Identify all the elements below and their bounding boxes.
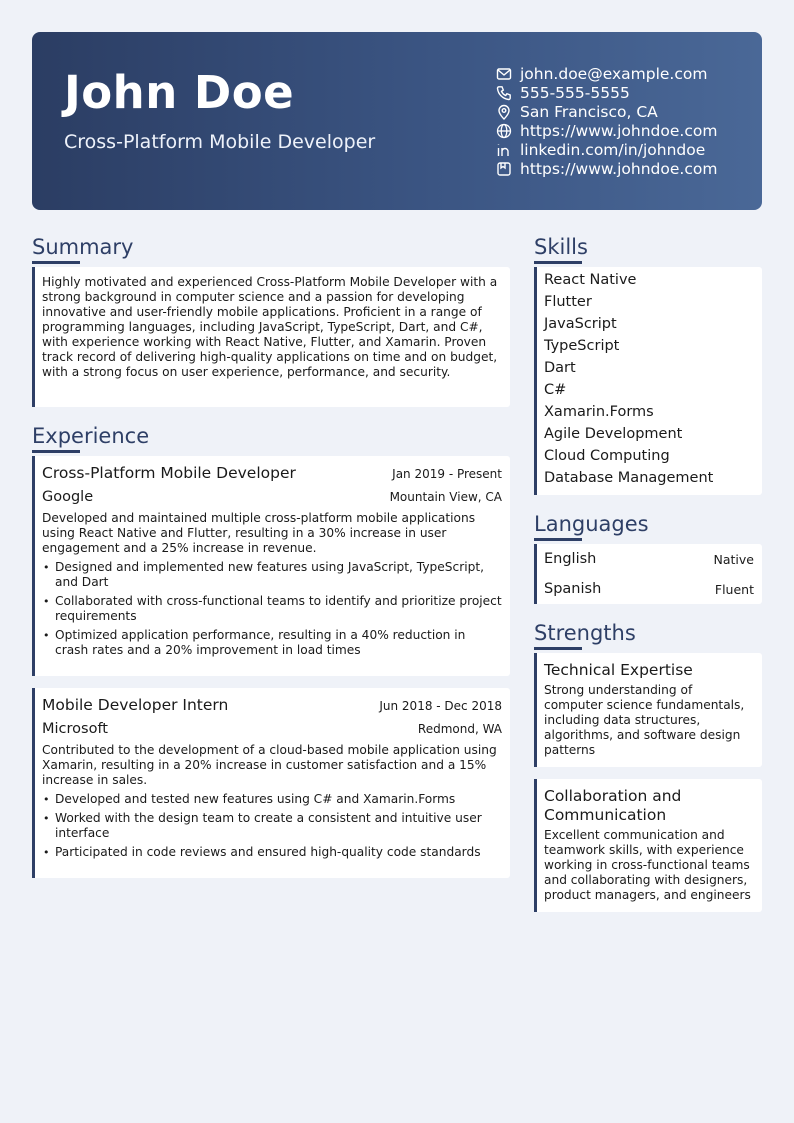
job-description: Developed and maintained multiple cross-platform mobile applications using React Native and Flutter, resulting in a 30% increase in user engagement and a 25% increase in revenue. — [42, 511, 476, 555]
heading-underline — [534, 261, 582, 264]
contact-email-text: john.doe@example.com — [520, 64, 708, 83]
contact-email[interactable] — [496, 64, 756, 83]
job-bullet: • Designed and implemented new features using JavaScript, TypeScript, and Dart — [42, 560, 502, 590]
job-title: Mobile Developer Intern — [42, 696, 229, 714]
languages-heading-text: Languages — [534, 512, 649, 536]
skills-heading-text: Skills — [534, 235, 588, 259]
contact-phone[interactable] — [496, 83, 756, 102]
job-company: Microsoft — [42, 721, 108, 737]
language-row — [537, 574, 762, 604]
strength-card — [534, 653, 762, 767]
strengths-heading-text: Strengths — [534, 621, 636, 645]
job-bullet: • Optimized application performance, resulting in a 40% reduction in crash rates and a 20% improvement in load times — [42, 628, 502, 658]
strength-description: Excellent communication and teamwork skills, with experience working in cross-functional teams and collaborating with designers, product managers, and engineers — [544, 828, 751, 902]
job-bullet: • Participated in code reviews and ensured high-quality code standards — [42, 845, 502, 860]
resume-header — [32, 32, 762, 210]
heading-underline — [32, 450, 80, 453]
candidate-name: John Doe — [64, 66, 295, 119]
candidate-title: Cross-Platform Mobile Developer — [64, 131, 376, 153]
heading-underline — [534, 538, 582, 541]
job-bullet: • Developed and tested new features using C# and Xamarin.Forms — [42, 792, 502, 807]
contact-portfolio-text: https://www.johndoe.com — [520, 159, 718, 178]
job-title: Cross-Platform Mobile Developer — [42, 464, 296, 482]
linkedin-icon — [496, 142, 512, 158]
job-bullet: • Collaborated with cross-functional teams to identify and prioritize project requirements — [42, 594, 502, 624]
language-row — [537, 544, 762, 574]
job-bullet: • Worked with the design team to create a consistent and intuitive user interface — [42, 811, 502, 841]
strength-description: Strong understanding of computer science fundamentals, including data structures, algorithms, and software design patterns — [544, 683, 745, 757]
heading-underline — [32, 261, 80, 264]
location-pin-icon — [496, 104, 512, 120]
skill-item: Cloud Computing — [544, 448, 670, 464]
contact-location-text: San Francisco, CA — [520, 102, 658, 121]
job-header — [42, 464, 502, 482]
contact-location — [496, 102, 756, 121]
summary-heading — [32, 234, 133, 260]
skill-item: Agile Development — [544, 426, 683, 442]
language-level: Native — [713, 551, 754, 567]
language-name: English — [544, 551, 597, 567]
experience-heading — [32, 423, 149, 449]
skill-item: C# — [544, 382, 567, 398]
globe-icon — [496, 123, 512, 139]
job-date: Jan 2019 - Present — [392, 467, 502, 481]
skills-heading — [534, 234, 588, 260]
phone-icon — [496, 85, 512, 101]
skill-item: Xamarin.Forms — [544, 404, 654, 420]
skill-item: React Native — [544, 272, 637, 288]
skill-item: Dart — [544, 360, 576, 376]
contact-portfolio[interactable] — [496, 159, 756, 178]
strengths-heading — [534, 620, 636, 646]
job-description: Contributed to the development of a cloud-based mobile application using Xamarin, resulting in a 20% increase in customer satisfaction and a 15% increase in sales. — [42, 743, 497, 787]
summary-text: Highly motivated and experienced Cross-Platform Mobile Developer with a strong background in computer science and a passion for developing innovative and user-friendly mobile applications. Proficient in a range of programming languages, including JavaScript, TypeScript, Dart, and C#, with experience working with React Native, Flutter, and Xamarin. Proven track record of delivering high-quality applications on time and on budget, with a strong focus on user experience, performance, and security. — [42, 275, 498, 379]
portfolio-icon — [496, 161, 512, 177]
job-subheader — [42, 721, 502, 737]
skill-item: Flutter — [544, 294, 592, 310]
language-level: Fluent — [714, 581, 754, 597]
strength-card — [534, 779, 762, 912]
strength-title: Technical Expertise — [544, 661, 693, 679]
contact-website[interactable] — [496, 121, 756, 140]
job-card — [32, 688, 510, 878]
heading-underline — [534, 647, 582, 650]
strength-title: Collaboration and Communication — [544, 787, 682, 824]
skill-item: Database Management — [544, 470, 714, 486]
experience-heading-text: Experience — [32, 424, 150, 448]
skills-card — [534, 267, 762, 495]
envelope-icon — [496, 66, 512, 82]
job-bullets — [42, 560, 502, 658]
job-subheader — [42, 489, 502, 505]
summary-card — [32, 267, 510, 407]
contact-phone-text: 555-555-5555 — [520, 83, 630, 102]
job-card — [32, 456, 510, 676]
contact-linkedin-text: linkedin.com/in/johndoe — [520, 140, 706, 159]
languages-heading — [534, 511, 649, 537]
contact-website-text: https://www.johndoe.com — [520, 121, 718, 140]
skill-item: JavaScript — [544, 316, 617, 332]
language-name: Spanish — [544, 581, 602, 597]
skill-item: TypeScript — [544, 338, 620, 354]
languages-card — [534, 544, 762, 604]
job-date: Jun 2018 - Dec 2018 — [379, 699, 502, 713]
contact-list — [496, 64, 756, 178]
job-bullets — [42, 792, 502, 860]
job-location: Mountain View, CA — [389, 490, 502, 504]
job-header — [42, 696, 502, 714]
job-location: Redmond, WA — [417, 722, 502, 736]
summary-heading-text: Summary — [32, 235, 134, 259]
contact-linkedin[interactable] — [496, 140, 756, 159]
job-company: Google — [42, 489, 94, 505]
